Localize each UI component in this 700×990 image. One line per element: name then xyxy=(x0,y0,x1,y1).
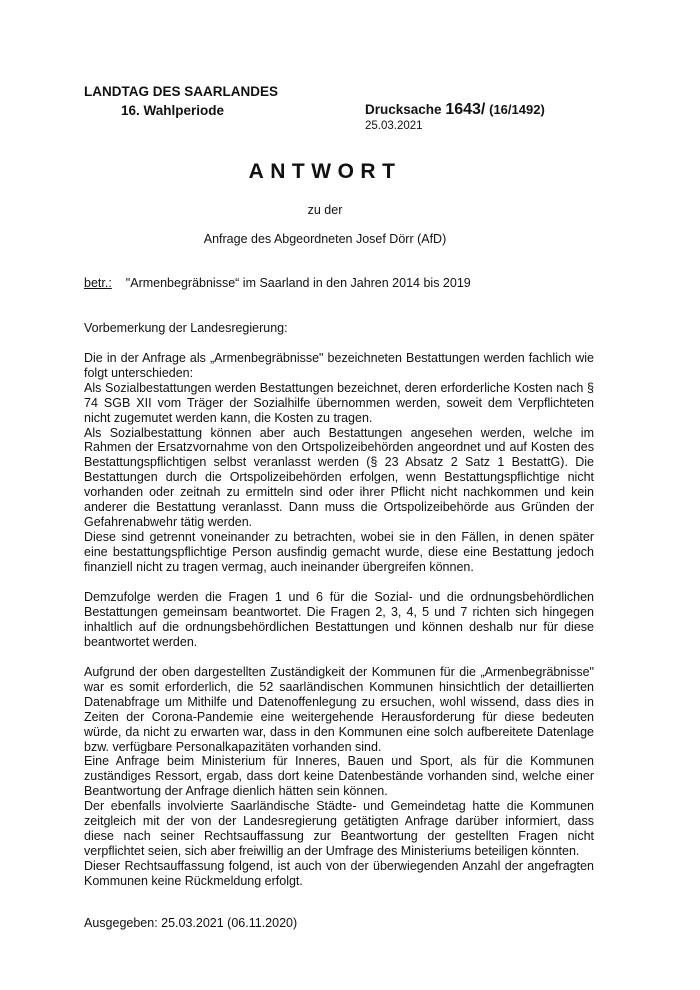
paragraph: Als Sozialbestattungen werden Bestattungen bezeichnet, deren erforderliche Kosten nach § 74 SGB XII vom Träger der Sozialhilfe übernommen werden, soweit dem Verpflichteten nicht zugemutet werden kann, die Kosten zu tragen. xyxy=(84,380,594,425)
subject-line xyxy=(84,276,471,290)
drucksache-subnumber: (16/1492) xyxy=(489,102,545,117)
legislative-period: 16. Wahlperiode xyxy=(121,103,225,118)
drucksache-number: 1643/ xyxy=(445,101,486,118)
drucksache-label: Drucksache xyxy=(365,102,442,117)
parliament-name: LANDTAG DES SAARLANDES xyxy=(84,84,279,99)
paragraph: Der ebenfalls involvierte Saarländische Städte- und Gemeindetag hatte die Kommunen zeitgleich mit der von der Landesregierung getätigten Anfrage darüber informiert, dass diese nach seiner Rechtsauffassung zur Beantwortung der gestellten Fragen nicht verpflichtet seien, sich aber freiwillig an der Umfrage des Ministeriums beteiligen könnten. xyxy=(84,799,594,858)
document-title: ANTWORT xyxy=(248,160,402,183)
inquiry-line: Anfrage des Abgeordneten Josef Dörr (AfD) xyxy=(203,232,447,246)
paragraph: Demzufolge werden die Fragen 1 und 6 für die Sozial- und die ordnungsbehördlichen Bestattungen gemeinsam beantwortet. Die Fragen 2, 3, 4, 5 und 7 richten sich hingegen inhaltlich auf die ordnungsbehördlichen Bestattungen und können deshalb nur für diese beantwortet werden. xyxy=(84,590,594,649)
paragraph: Als Sozialbestattung können aber auch Bestattungen angesehen werden, welche im Rahmen der Ersatzvornahme von den Ortspolizeibehörden angeordnet und auf Kosten des Bestattungspflichtigen selbst veranlasst werden (§ 23 Absatz 2 Satz 1 BestattG). Die Bestattungen durch die Ortspolizeibehörden erfolgen, wenn Bestattungspflichtige nicht vorhanden oder zeitnah zu ermitteln sind oder ihrer Pflicht nicht nachkommen und kein anderer die Bestattung veranlasst. Dann muss die Ortspolizeibehörde aus Gründen der Gefahrenabwehr tätig werden. xyxy=(84,425,594,529)
subject-label: betr.: xyxy=(84,276,112,290)
paragraph: Aufgrund der oben dargestellten Zuständigkeit der Kommunen für die „Armenbegräbnisse" war es somit erforderlich, die 52 saarländischen Kommunen hinsichtlich der detaillierten Datenabfrage um Mithilfe und Datenoffenlegung zu ersuchen, wohl wissend, dass dies in Zeiten der Corona-Pandemie eine weitergehende Herausforderung für diese bedeuten würde, da nicht zu erwarten war, dass in den Kommunen eine solch aufbereitete Datenlage bzw. verfügbare Personalkapazitäten vorhanden sind. xyxy=(84,665,594,754)
paragraph-block-2 xyxy=(84,590,594,650)
paragraph: Die in der Anfrage als „Armenbegräbnisse" bezeichneten Bestattungen werden fachlich wie folgt unterschieden: xyxy=(84,351,594,380)
paragraph: Diese sind getrennt voneinander zu betrachten, wobei sie in den Fällen, in denen später eine bestattungspflichtige Person ausfindig gemacht wurde, diese eine Bestattung jedoch finanziell nicht zu tragen vermag, auch ineinander übergreifen können. xyxy=(84,529,594,574)
document-subtitle: zu der xyxy=(307,203,343,217)
subject-text: "Armenbegräbnisse“ im Saarland in den Jahren 2014 bis 2019 xyxy=(125,276,471,290)
preliminary-remark-heading: Vorbemerkung der Landesregierung: xyxy=(84,321,288,335)
document-date: 25.03.2021 xyxy=(365,120,423,132)
paragraph: Eine Anfrage beim Ministerium für Inneres, Bauen und Sport, als für die Kommunen zuständiges Ressort, ergab, dass dort keine Datenbestände vorhanden sind, welche einer Beantwortung der Anfrage dienlich hätten sein können. xyxy=(84,754,594,799)
paragraph-block-3 xyxy=(84,665,594,889)
drucksache-reference xyxy=(365,101,545,119)
paragraph-block-1 xyxy=(84,351,594,575)
issued-date: Ausgegeben: 25.03.2021 (06.11.2020) xyxy=(84,916,298,930)
paragraph: Dieser Rechtsauffassung folgend, ist auch von der überwiegenden Anzahl der angefragten Kommunen keine Rückmeldung erfolgt. xyxy=(84,858,594,888)
